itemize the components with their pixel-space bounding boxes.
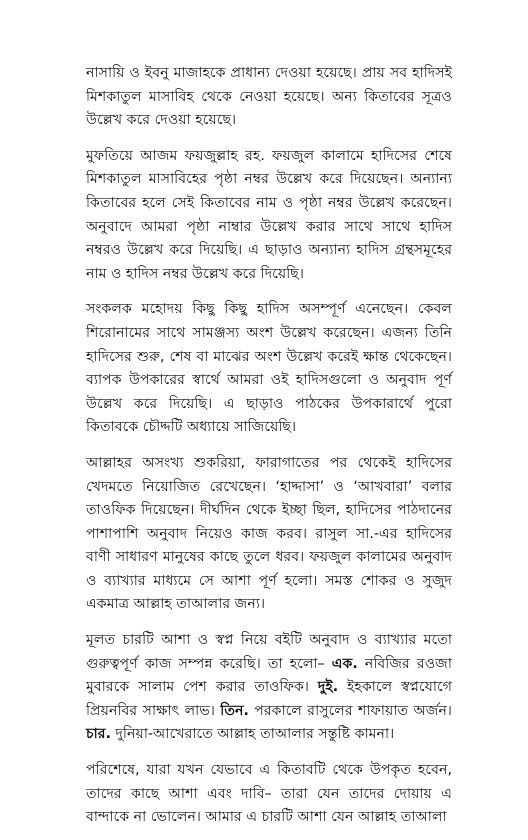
paragraph-sources: নাসায়ি ও ইবনু মাজাহকে প্রাধান্য দেওয়া হয়েছে। প্রায় সব হাদিসই মিশকাতুল মাসাবিহ থেকে নেওয়া হয়েছে। অন্য কিতাবের সূত্রও উল্লেখ করে দেওয়া হয়েছে।: [86, 65, 452, 129]
hope-1-label: এক.: [331, 655, 358, 672]
hopes-intro: মূলত চারটি আশা ও স্বপ্ন নিয়ে বইটি অনুবাদ ও ব্যাখ্যার মতো গুরুত্বপূর্ণ কাজ সম্পন্ন করেছি। তা হলো–: [86, 632, 452, 672]
paragraph-four-hopes: [86, 629, 452, 747]
body-text: [86, 62, 452, 840]
hope-4-label: চার.: [86, 726, 111, 743]
hope-3-label: তিন.: [220, 702, 249, 719]
hope-1-text: নবিজির রওজা মুবারকে সালাম পেশ করার তাওফিক।: [86, 655, 452, 696]
hope-2-text: ইহকালে স্বপ্নযোগে প্রিয়নবির সাক্ষাৎ লাভ।: [86, 679, 452, 719]
paragraph-complete-hadith: সংকলক মহোদয় কিছু কিছু হাদিস অসম্পূর্ণ এনেছেন। কেবল শিরোনামের সাথে সামঞ্জস্য অংশ উল্লেখ করেছেন। এজন্য তিনি হাদিসের শুরু, শেষ বা মাঝের অংশ উল্লেখ করেই ক্ষান্ত থেকেছেন। ব্যাপক উপকারের স্বার্থে আমরা ওই হাদিসগুলো ও অনুবাদ পূর্ণ উল্লেখ করে দিয়েছি। এ ছাড়াও পাঠকের উপকারার্থে পুরো কিতাবকে চৌদ্দটি অধ্যায়ে সাজিয়েছি।: [86, 301, 452, 436]
paragraph-page-numbers: মুফতিয়ে আজম ফয়জুল্লাহ রহ. ফয়জুল কালামে হাদিসের শেষে মিশকাতুল মাসাবিহের পৃষ্ঠা নম্বর উল্লেখ করে দিয়েছেন। অন্যান্য কিতাবের হলে সেই কিতাবের নাম ও পৃষ্ঠা নম্বর উল্লেখ করেছেন। অনুবাদে আমরা পৃষ্ঠা নাম্বার উল্লেখ করার সাথে সাথে হাদিস নম্বরও উল্লেখ করে দিয়েছি। এ ছাড়াও অন্যান্য হাদিস গ্রন্থসমূহের নাম ও হাদিস নম্বর উল্লেখ করে দিয়েছি।: [86, 147, 452, 282]
hope-3-text: পরকালে রাসুলের শাফায়াত অর্জন।: [248, 702, 452, 719]
paragraph-closing: পরিশেষে, যারা যখন যেভাবে এ কিতাবটি থেকে উপকৃত হবেন, তাদের কাছে আশা এবং দাবি– তারা যেন তাদের দোয়ায় এ বান্দাকে না ভোলেন। আমার এ চারটি আশা যেন আল্লাহ তাআলা: [86, 762, 452, 826]
hope-4-text: দুনিয়া-আখেরাতে আল্লাহ তাআলার সন্তুষ্টি কামনা।: [110, 726, 395, 743]
hope-2-label: দুই.: [317, 679, 339, 696]
paragraph-gratitude: আল্লাহর অসংখ্য শুকরিয়া, ফারাগাতের পর থেকেই হাদিসের খেদমতে নিয়োজিত রেখেছেন। ‘হাদ্দাসা’ ও ‘আখবারা’ বলার তাওফিক দিয়েছেন। দীর্ঘদিন থেকে ইচ্ছা ছিল, হাদিসের পাঠদানের পাশাপাশি অনুবাদ নিয়েও কাজ করব। রাসুল সা.-এর হাদিসের বাণী সাধারণ মানুষের কাছে তুলে ধরব। ফয়জুল কালামের অনুবাদ ও ব্যাখ্যার মাধ্যমে সে আশা পূর্ণ হলো। সমস্ত শোকর ও সুজুদ একমাত্র আল্লাহ তাআলার জন্য।: [86, 454, 452, 613]
